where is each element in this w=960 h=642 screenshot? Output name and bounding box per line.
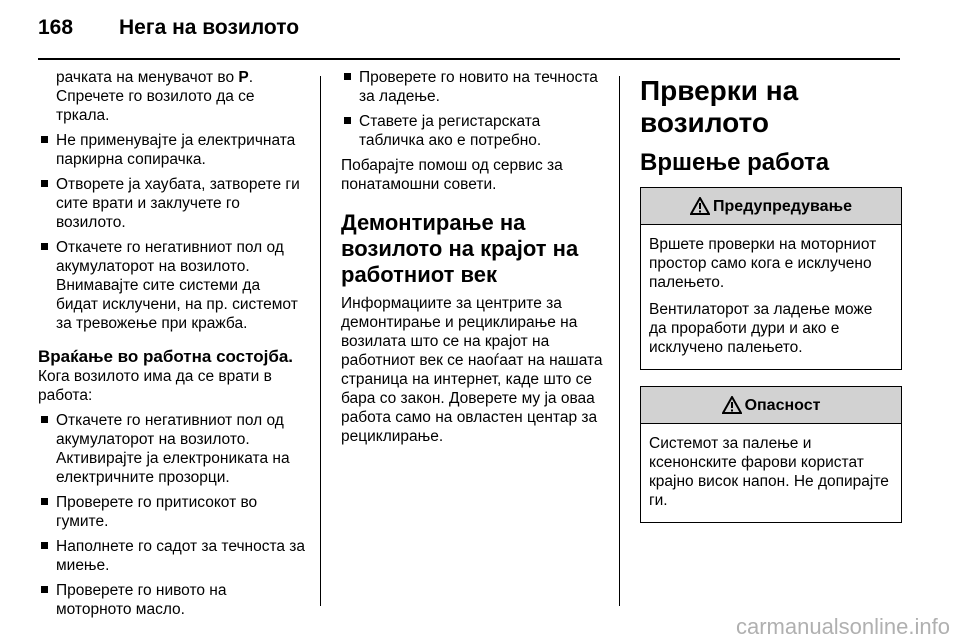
intro-line-1: рачката на менувачот во xyxy=(56,69,235,86)
danger-box-body xyxy=(641,424,901,522)
danger-box xyxy=(640,386,902,523)
column-divider-right xyxy=(619,76,620,606)
end-of-life-text: Информациите за центрите за демонтирање и рециклирање на возилата што се на крајот на работниот век се наоѓаат на нашата страница на интернет, каде што се бара со закон. Доверете му ја оваа работа само на овластен центар за рециклирање. xyxy=(341,295,603,445)
warning-paragraph: Вентилаторот за ладење може да проработи дури и ако е исклучено палењето. xyxy=(649,301,873,356)
list-item xyxy=(38,131,306,169)
bullet-square-icon xyxy=(41,243,48,250)
list-item-text: Проверете го притисокот во гумите. xyxy=(56,494,258,530)
danger-box-title: Опасност xyxy=(744,396,821,414)
gear-position-p: P xyxy=(238,69,249,86)
warning-triangle-icon xyxy=(722,396,742,414)
column-2 xyxy=(341,68,607,452)
page-header-title: Нега на возилото xyxy=(119,16,300,39)
warning-box xyxy=(640,187,902,370)
warning-box-body xyxy=(641,225,901,369)
bullet-square-icon xyxy=(41,180,48,187)
bullet-square-icon xyxy=(41,498,48,505)
watermark-text: carmanualsonline.info xyxy=(735,614,950,639)
bullet-square-icon xyxy=(344,117,351,124)
list-item xyxy=(38,238,306,333)
intro-line-3: тркала. xyxy=(56,107,110,124)
column-3 xyxy=(640,75,902,539)
bullet-square-icon xyxy=(344,73,351,80)
list-item-text: Ставете ја регистарската табличка ако е потребно. xyxy=(359,113,542,149)
list-item xyxy=(341,112,607,150)
performing-work-heading: Вршење работа xyxy=(640,149,830,176)
bullet-square-icon xyxy=(41,416,48,423)
list-item xyxy=(38,581,306,619)
storage-bullet-list xyxy=(38,131,306,333)
intro-paragraph: рачката на менувачот во P. Спречете го возилото да се тркала. xyxy=(56,69,255,124)
recommissioning-intro: Кога возилото има да се врати в работа: xyxy=(38,368,272,404)
list-item xyxy=(341,68,607,106)
warning-box-header xyxy=(641,188,901,225)
bullet-square-icon xyxy=(41,586,48,593)
list-item xyxy=(38,493,306,531)
recommissioning-heading: Враќање во работна состојба. xyxy=(38,347,294,366)
header-rule xyxy=(38,58,900,60)
intro-line-2: Спречете го возилото да се xyxy=(56,88,255,105)
list-item-text: Не применувајте ја електричната паркирна сопирачка. xyxy=(56,132,296,168)
bullet-square-icon xyxy=(41,136,48,143)
vehicle-checks-heading: Прверки на возилото xyxy=(640,75,799,138)
list-item-text: Проверете го нивото на моторното масло. xyxy=(56,582,227,618)
page-number: 168 xyxy=(38,16,74,39)
list-item-text: Проверете го новито на течноста за ладење. xyxy=(359,69,598,105)
end-of-life-heading: Демонтирање на возилото на крајот на работниот век xyxy=(341,210,579,287)
list-item xyxy=(38,537,306,575)
list-item-text: Отворете ја хаубата, затворете ги сите врати и заклучете го возилото. xyxy=(56,176,300,231)
continued-bullet-list xyxy=(341,68,607,150)
list-item-text: Откачете го негативниот пол од акумулаторот на возилото. Активирајте ја електрониката на електричните прозорци. xyxy=(56,412,290,486)
danger-paragraph: Системот за палење и ксенонските фарови користат крајно висок напон. Не допирајте ги. xyxy=(649,435,889,509)
recommissioning-bullet-list xyxy=(38,411,306,619)
warning-paragraph: Вршете проверки на моторниот простор само кога е исклучено палењето. xyxy=(649,236,877,291)
list-item-text: Наполнете го садот за течноста за миење. xyxy=(56,538,306,574)
warning-box-title: Предупредување xyxy=(713,197,852,215)
list-item xyxy=(38,175,306,232)
list-item-text: Откачете го негативниот пол од акумулаторот на возилото. Внимавајте сите системи да бидат исклучени, на пр. системот за тревожење при кражба. xyxy=(56,239,298,332)
column-1 xyxy=(38,68,306,625)
column-divider-left xyxy=(320,76,321,606)
list-item xyxy=(38,411,306,487)
bullet-square-icon xyxy=(41,542,48,549)
service-note: Побарајте помош од сервис за понатамошни совети. xyxy=(341,157,563,193)
warning-triangle-icon xyxy=(690,197,710,215)
danger-box-header xyxy=(641,387,901,424)
